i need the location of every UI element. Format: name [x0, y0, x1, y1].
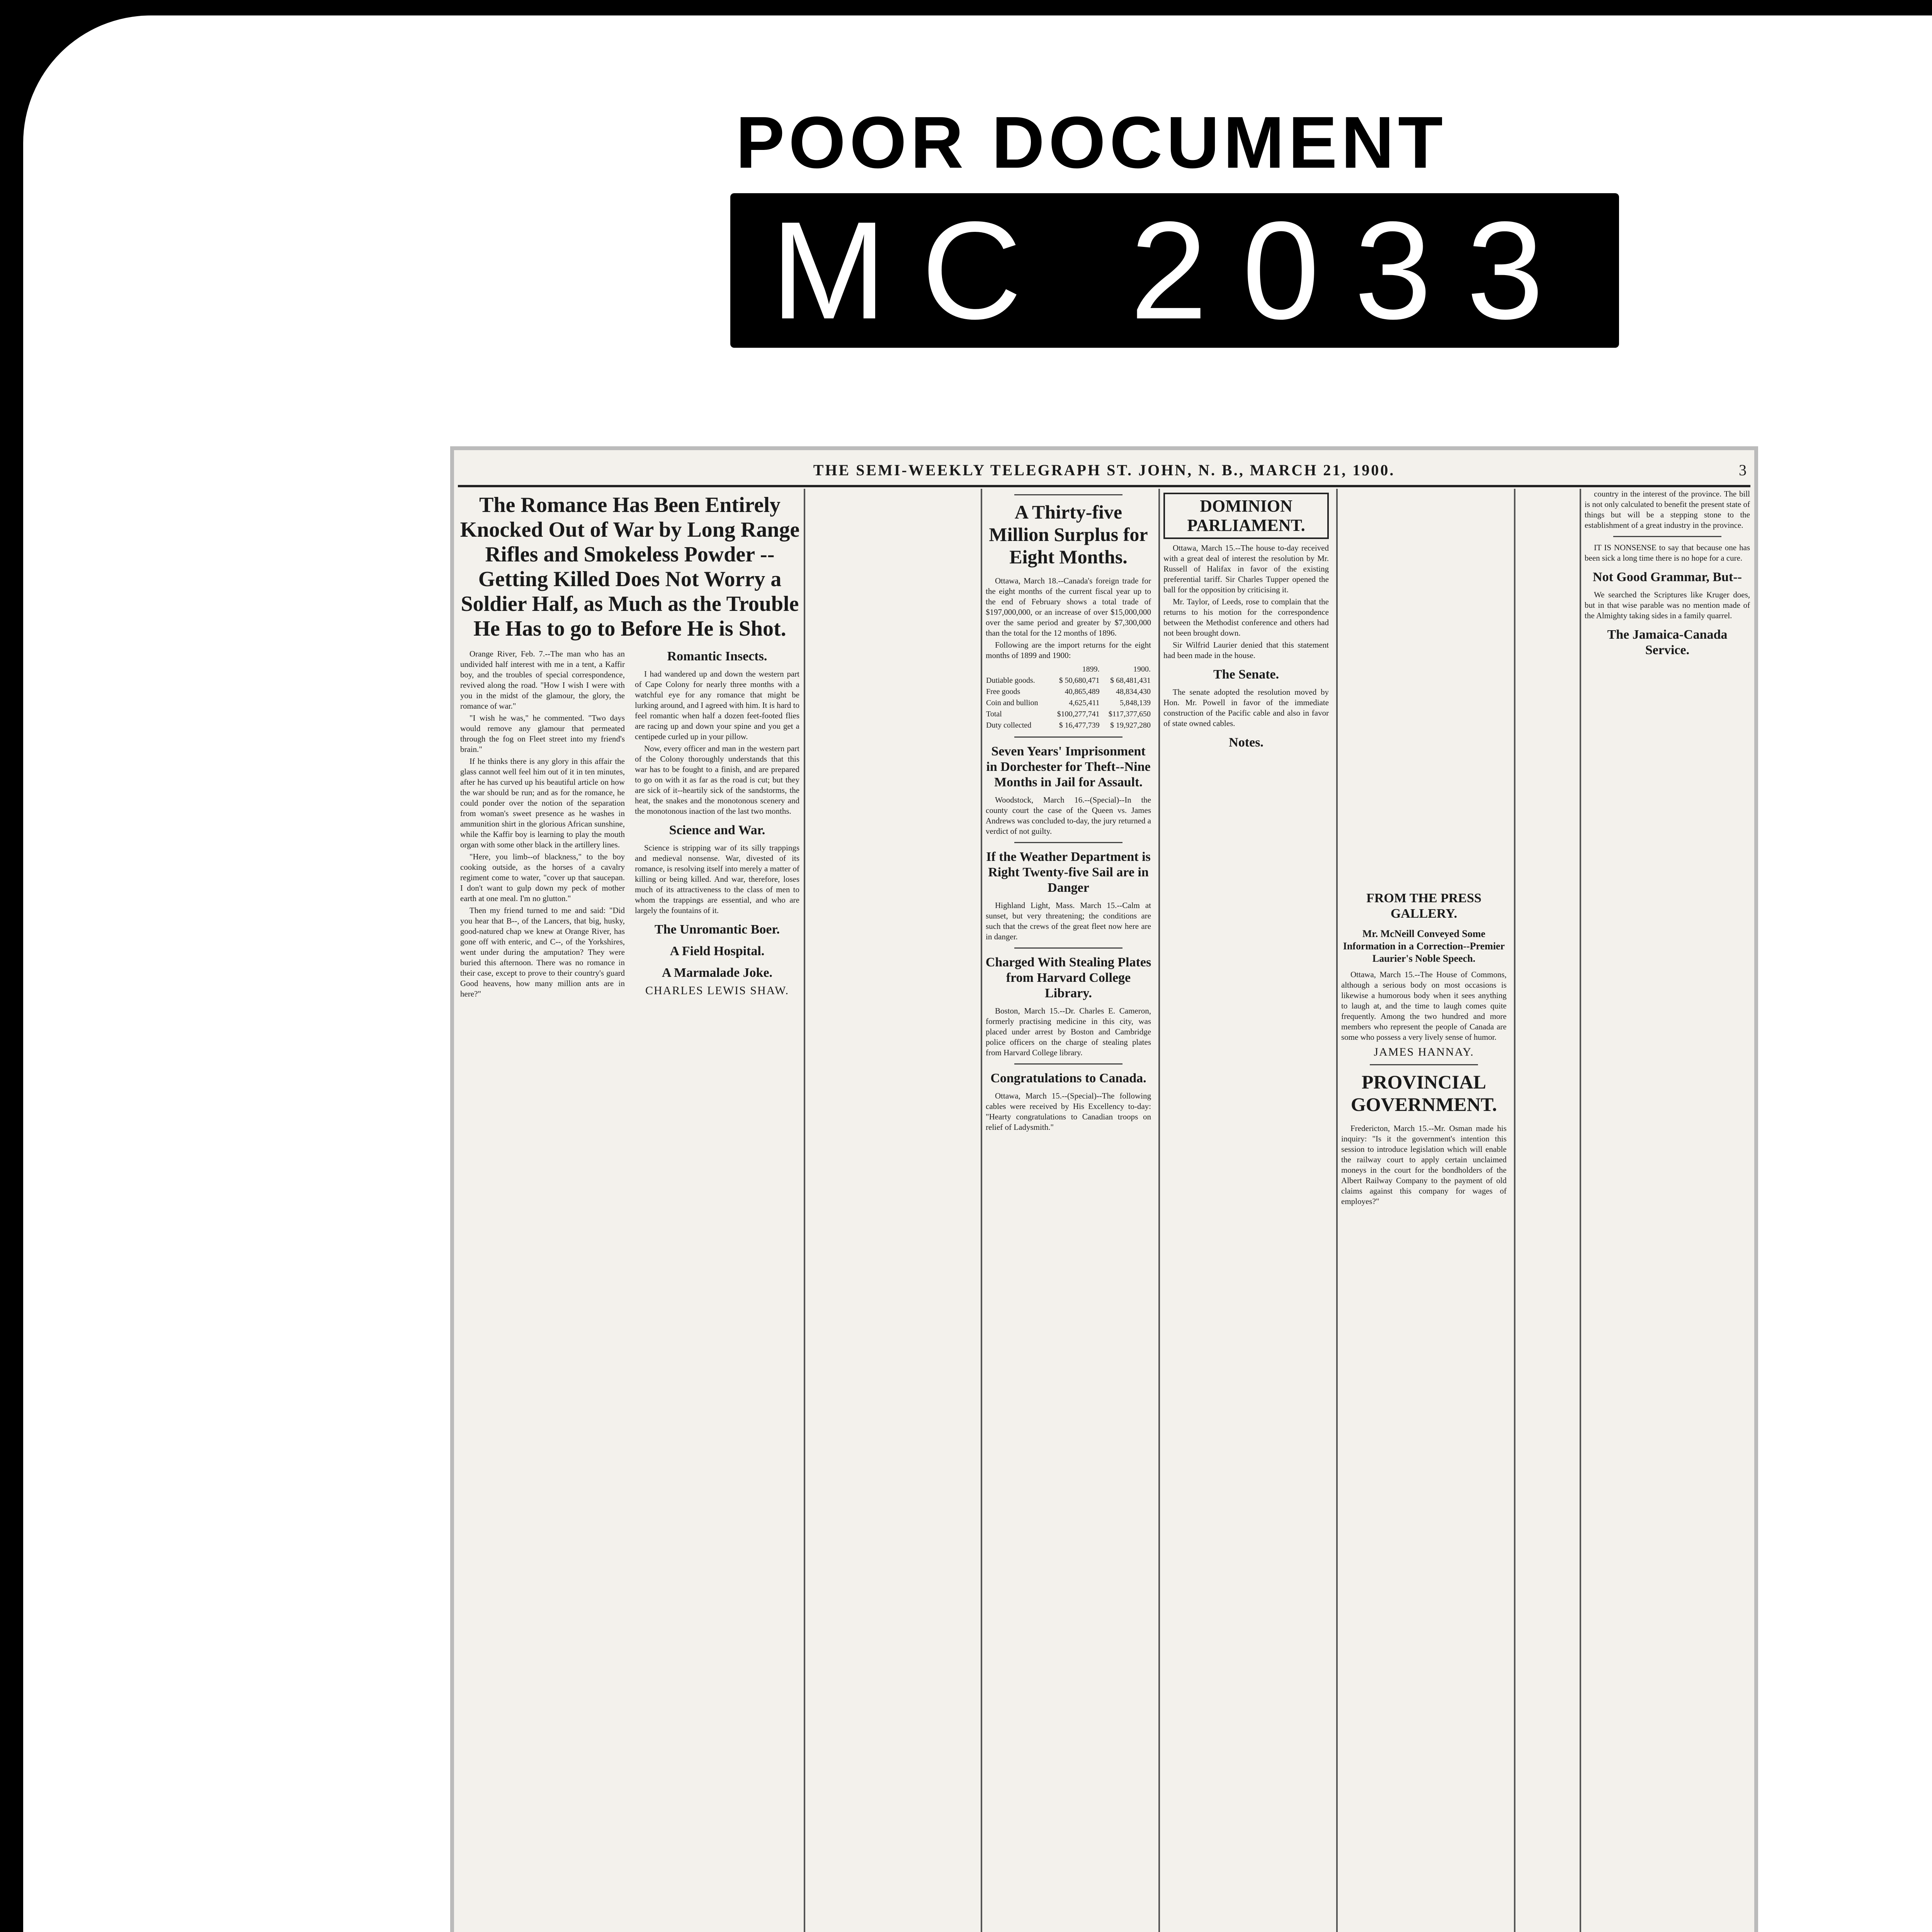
section-head: Notes. [1229, 735, 1264, 750]
column-rule [1336, 489, 1338, 1932]
article-war [458, 489, 802, 1932]
divider [1014, 494, 1122, 495]
headline-surplus: A Thirty-five Million Surplus for Eight Months. [989, 501, 1148, 568]
headline-press-gallery: FROM THE PRESS GALLERY. [1366, 891, 1481, 921]
headline-provincial-government: PROVINCIAL GOVERNMENT. [1350, 1071, 1497, 1115]
newspaper-page [450, 446, 1758, 1932]
headline-imprisonment: Seven Years' Imprisonment in Dorchester for Theft--Nine Months in Jail for Assault. [986, 744, 1151, 789]
section-head: A Marmalade Joke. [662, 966, 773, 980]
headline-weather: If the Weather Department is Right Twenty-five Sail are in Danger [986, 850, 1151, 895]
column-rule [1580, 489, 1581, 1932]
paragraph: Following are the import returns for the eight months of 1899 and 1900: [986, 640, 1151, 660]
column-rule [1158, 489, 1160, 1932]
column-6 [1582, 489, 1752, 1932]
masthead-title: THE SEMI-WEEKLY TELEGRAPH ST. JOHN, N. B., MARCH 21, 1900. [813, 461, 1395, 479]
divider [1014, 736, 1122, 738]
paragraph: If he thinks there is any glory in this affair the glass cannot well feel him out of it in ten minutes, after he has curved up his beautiful article on how the war should be run; and as for the romance, he could ponder over the notion of the separation from woman's sweet presence as he washes in ammunition shirt in the glorious African sunshine, while the Kaffir boy is learning to play the mouth organ with some other black in the artillery lines. [460, 757, 625, 849]
year-header: 1900. [1133, 665, 1151, 673]
headline-harvard: Charged With Stealing Plates from Harvard College Library. [985, 955, 1151, 1000]
section-head: Romantic Insects. [667, 649, 767, 663]
divider [1014, 1063, 1122, 1065]
notice: IT IS NONSENSE to say that because one has been sick a long time there is no hope for a cure. [1585, 543, 1750, 563]
masthead [454, 458, 1754, 481]
column-rule [804, 489, 805, 1932]
article-body: Ottawa, March 15.--(Special)--The following cables were received by His Excellency to-day: "Hearty congratulations to Canadian troops on relief of Ladysmith." [986, 1091, 1151, 1132]
headline-war: The Romance Has Been Entirely Knocked Out of War by Long Range Rifles and Smokeless Powder -- Getting Killed Does Not Worry a Soldier Half, as Much as the Trouble He Has to go to Before He is Shot. [460, 493, 800, 641]
article-body [1163, 543, 1329, 750]
headline-jamaica: The Jamaica-Canada Service. [1607, 628, 1728, 657]
column-3 [983, 489, 1153, 1932]
table-row: Free goods 40,865,489 48,834,430 [986, 687, 1151, 696]
article-body: Woodstock, March 16.--(Special)--In the county court the case of the Queen vs. James Andrews was concluded to-day, the jury returned a verdict of not guilty. [986, 795, 1151, 836]
divider [1014, 842, 1122, 843]
poor-document-stamp: POOR DOCUMENT [736, 102, 1447, 184]
byline: JAMES HANNAY. [1374, 1046, 1474, 1058]
article-body: country in the interest of the province. The bill is not only calculated to benefit the present state of things but will be a stepping stone to the establishment of a great industry in the province. [1585, 489, 1750, 530]
paragraph: Mr. Taylor, of Leeds, rose to complain that the returns to his motion for the correspondence between the Methodist conference and others had not been brought down. [1163, 597, 1329, 638]
section-head: The Senate. [1213, 667, 1279, 682]
trade-table [986, 664, 1151, 731]
paragraph: "Here, you limb--of blackness," to the boy cooking outside, as the horses of a cavalry regiment come to water, "cover up that saucepan. I don't want to gulp down my peck of mother earth at one meal. I'm no glutton." [460, 852, 625, 903]
headline-dominion-parliament: DOMINION PARLIAMENT. [1163, 493, 1329, 539]
column-rule [981, 489, 982, 1932]
byline: CHARLES LEWIS SHAW. [645, 984, 789, 997]
paragraph: Ottawa, March 15.--The house to-day received with a great deal of interest the resolution by Mr. Russell of Halifax in favor of the existing preferential tariff. Sir Charles Tupper opened the ball for the opposition by criticising it. [1163, 543, 1329, 594]
microfilm-code: MC 2033 [730, 193, 1619, 348]
table-row: Duty collected $ 16,477,739 $ 19,927,280 [986, 721, 1151, 730]
article-body: Fredericton, March 15.--Mr. Osman made his inquiry: "Is it the government's intention this session to introduce legislation which will enable the railway court to apply certain unclaimed moneys in the court for the bondholders of the Albert Railway Company to the payment of old claims against this company for wages of employes?" [1341, 1124, 1507, 1206]
paragraph: Orange River, Feb. 7.--The man who has an undivided half interest with me in a tent, a Kaffir boy, and the troubles of special correspondence, revived along the road. "How I wish I were with you in the midst of the glamour, the glory, the romance of war." [460, 649, 625, 711]
masthead-rule [458, 485, 1750, 487]
headline-grammar: Not Good Grammar, But-- [1593, 570, 1742, 584]
article-body [460, 649, 799, 1003]
divider [1370, 1064, 1478, 1065]
paragraph: Science is stripping war of its silly trappings and medieval nonsense. War, divested of its romance, is resolving itself into merely a matter of killing or being killed. And war, therefore, loses much of its attractiveness to the class of men to whom the trappings are essential, and who are largely the fountains of it. [635, 843, 799, 915]
paragraph: Now, every officer and man in the western part of the Colony thoroughly understands that this war has to be fought to a finish, and are prepared to go on with it as far as the road is cut; but they are sick of it--heartily sick of the sandstorms, the heat, the snakes and the monotonous scenery and the monotonous inaction of the last two months. [635, 744, 799, 816]
paragraph: I had wandered up and down the western part of Cape Colony for nearly three months with a watchful eye for any romance that might be lurking around, and I agreed with him. It is hard to feel romantic when half a dozen feet-footed flies are racing up and down your spine and you get a centipede curled up in your pillow. [635, 669, 799, 741]
article-body: Ottawa, March 15.--The House of Commons, although a serious body on most occasions is likewise a humorous body when it sees anything to laugh at, and the time to laugh comes quite frequently. Among the two hundred and more members who represent the people of Canada are some who possess a very lively sense of humor. [1341, 970, 1507, 1042]
headline-congratulations: Congratulations to Canada. [990, 1071, 1146, 1085]
table-row: Total $100,277,741 $117,377,650 [986, 710, 1151, 718]
page-number: 3 [1739, 461, 1747, 479]
article-body: Boston, March 15.--Dr. Charles E. Cameron, formerly practising medicine in this city, was placed under arrest by Boston and Cambridge police officers on the charge of stealing plates from Harvard College library. [986, 1006, 1151, 1057]
poem: We searched the Scriptures like Kruger does, but in that wise parable was no mention made of the Almighty taking sides in a family quarrel. [1585, 590, 1750, 620]
section-head: The Unromantic Boer. [655, 922, 780, 937]
divider [1613, 536, 1721, 537]
section-head: A Field Hospital. [670, 944, 765, 958]
column-rule [1514, 489, 1515, 1932]
paragraph: Sir Wilfrid Laurier denied that this statement had been made in the house. [1163, 640, 1329, 660]
article-body: Highland Light, Mass. March 15.--Calm at sunset, but very threatening; the conditions are such that the crews of the great fleet now here are in danger. [986, 901, 1151, 941]
divider [1014, 947, 1122, 949]
paragraph: Ottawa, March 18.--Canada's foreign trade for the eight months of the current fiscal year up to the end of February shows a total trade of $197,000,000, or an increase of over $15,000,000 over the same period and greater by $7,300,000 than the total for the 12 months of 1896. [986, 576, 1151, 638]
table-row: Coin and bullion 4,625,411 5,848,139 [986, 699, 1151, 707]
subhead-press-gallery: Mr. McNeill Conveyed Some Information in a Correction--Premier Laurier's Noble Speech. [1343, 928, 1505, 964]
paragraph: The senate adopted the resolution moved by Hon. Mr. Powell in favor of the immediate construction of the Pacific cable and also in favor of state owned cables. [1163, 687, 1329, 728]
column-5 [1339, 489, 1509, 1932]
column-4 [1161, 489, 1331, 1932]
year-header: 1899. [1082, 665, 1100, 673]
paragraph: "I wish he was," he commented. "Two days would remove any glamour that permeated through the fog on Fleet street into my friend's brain." [460, 713, 625, 754]
paragraph: Then my friend turned to me and said: "Did you hear that B--, of the Lancers, that big, husky, good-natured chap we knew at Orange River, has gone off with enteric, and C--, of the Yorkshires, went under during the amputation? They were buried this afternoon. There was no romance in their case, except to prove to their country's guard Good heavens, how many million ants are in here?" [460, 906, 625, 998]
article-body [986, 576, 1151, 731]
section-head: Science and War. [669, 823, 765, 837]
table-row: Dutiable goods. $ 50,680,471 $ 68,481,431 [986, 676, 1151, 685]
